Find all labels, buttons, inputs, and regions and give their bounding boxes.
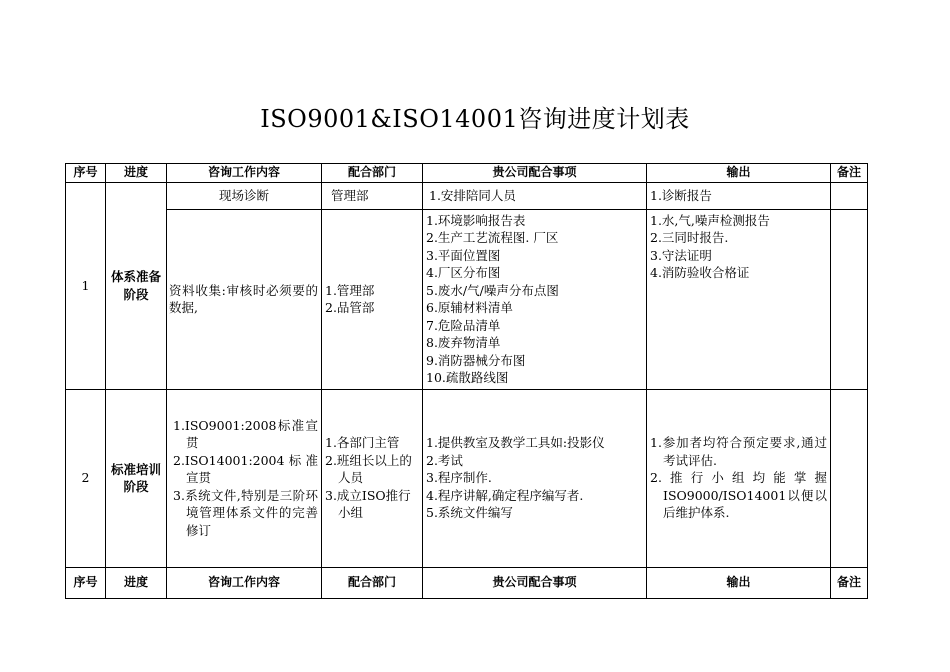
- output-cell: [647, 182, 831, 209]
- note-cell: [831, 209, 868, 389]
- list-item: 5.系统文件编写: [426, 505, 513, 521]
- list-item: 4.厂区分布图: [426, 265, 501, 280]
- header-cell: 备注: [831, 567, 868, 598]
- stage-cell: 体系准备阶段: [106, 182, 167, 389]
- content-cell: 资料收集:审核时必须要的数据,: [167, 209, 322, 389]
- list-item: 2.ISO14001:2004标准宣贯: [173, 452, 318, 486]
- list-item: 2.品管部: [325, 300, 375, 315]
- row-number: 2: [66, 389, 106, 567]
- list-item: 9.消防器械分布图: [426, 352, 526, 368]
- header-cell: 配合部门: [322, 567, 423, 598]
- note-cell: [831, 182, 868, 209]
- list-item: 3.程序制作.: [426, 470, 492, 486]
- list-item: 2.生产工艺流程图. 厂区: [426, 230, 559, 245]
- list-item: 4.程序讲解,确定程序编写者.: [426, 487, 584, 503]
- header-cell: 咨询工作内容: [167, 164, 322, 183]
- header-cell: 进度: [106, 567, 167, 598]
- dept-cell: 管理部: [322, 182, 423, 209]
- list-item: 1.水,气,噪声检测报告: [650, 212, 770, 228]
- note-cell: [831, 389, 868, 567]
- header-cell: 序号: [66, 164, 106, 183]
- dept-cell: [322, 389, 423, 567]
- content-cell: 现场诊断: [167, 182, 322, 209]
- header-cell: 配合部门: [322, 164, 423, 183]
- list-item: 1.诊断报告: [650, 187, 712, 203]
- table-footer-header-row: [66, 567, 868, 598]
- list-item: 1.参加者均符合预定要求,通过考试评估.: [650, 435, 827, 468]
- output-cell: [647, 209, 831, 389]
- list-item: 1.管理部: [325, 282, 375, 298]
- list-item: 10.疏散路线图: [426, 370, 509, 385]
- row-number: 1: [66, 182, 106, 389]
- header-cell: 备注: [831, 164, 868, 183]
- list-item: 2.考试: [426, 452, 463, 468]
- schedule-table: [65, 163, 868, 599]
- header-cell: 贵公司配合事项: [423, 567, 647, 598]
- list-item: 8.废弃物清单: [426, 335, 501, 350]
- stage-cell: 标准培训阶段: [106, 389, 167, 567]
- list-item: 1.ISO9001:2008标准宣贯: [173, 417, 318, 451]
- list-item: 3.成立ISO推行小组: [325, 487, 411, 521]
- header-cell: 咨询工作内容: [167, 567, 322, 598]
- table-row: [66, 389, 868, 567]
- header-cell: 序号: [66, 567, 106, 598]
- list-item: 4.消防验收合格证: [650, 265, 750, 280]
- content-cell: [167, 389, 322, 567]
- items-cell: [423, 389, 647, 567]
- list-item: 7.危险品清单: [426, 317, 501, 333]
- table-row: [66, 209, 868, 389]
- table-header-row: [66, 164, 868, 183]
- header-cell: 贵公司配合事项: [423, 164, 647, 183]
- document-title: ISO9001&ISO14001咨询进度计划表: [260, 105, 690, 133]
- header-cell: 输出: [647, 164, 831, 183]
- header-cell: 进度: [106, 164, 167, 183]
- list-item: 5.废水/气/噪声分布点图: [426, 282, 559, 298]
- output-cell: [647, 389, 831, 567]
- items-cell: [423, 209, 647, 389]
- list-item: 3.守法证明: [650, 247, 712, 263]
- list-item: 1.各部门主管: [325, 435, 400, 451]
- items-cell: [423, 182, 647, 209]
- list-item: 6.原辅材料清单: [426, 300, 513, 315]
- dept-cell: [322, 209, 423, 389]
- list-item: 3.系统文件,特别是三阶环境管理体系文件的完善修订: [173, 487, 318, 538]
- header-cell: 输出: [647, 567, 831, 598]
- list-item: 1.提供教室及教学工具如:投影仪: [426, 435, 605, 451]
- list-item: 2.三同时报告.: [650, 230, 729, 245]
- list-item: 1.安排陪同人员: [429, 187, 516, 203]
- list-item: 1.环境影响报告表: [426, 212, 526, 228]
- table-row: [66, 182, 868, 209]
- list-item: 2.推行小组均能掌握ISO9000/ISO14001以便以后维护体系.: [650, 470, 827, 521]
- list-item: 2.班组长以上的人员: [325, 452, 412, 486]
- list-item: 3.平面位置图: [426, 247, 501, 263]
